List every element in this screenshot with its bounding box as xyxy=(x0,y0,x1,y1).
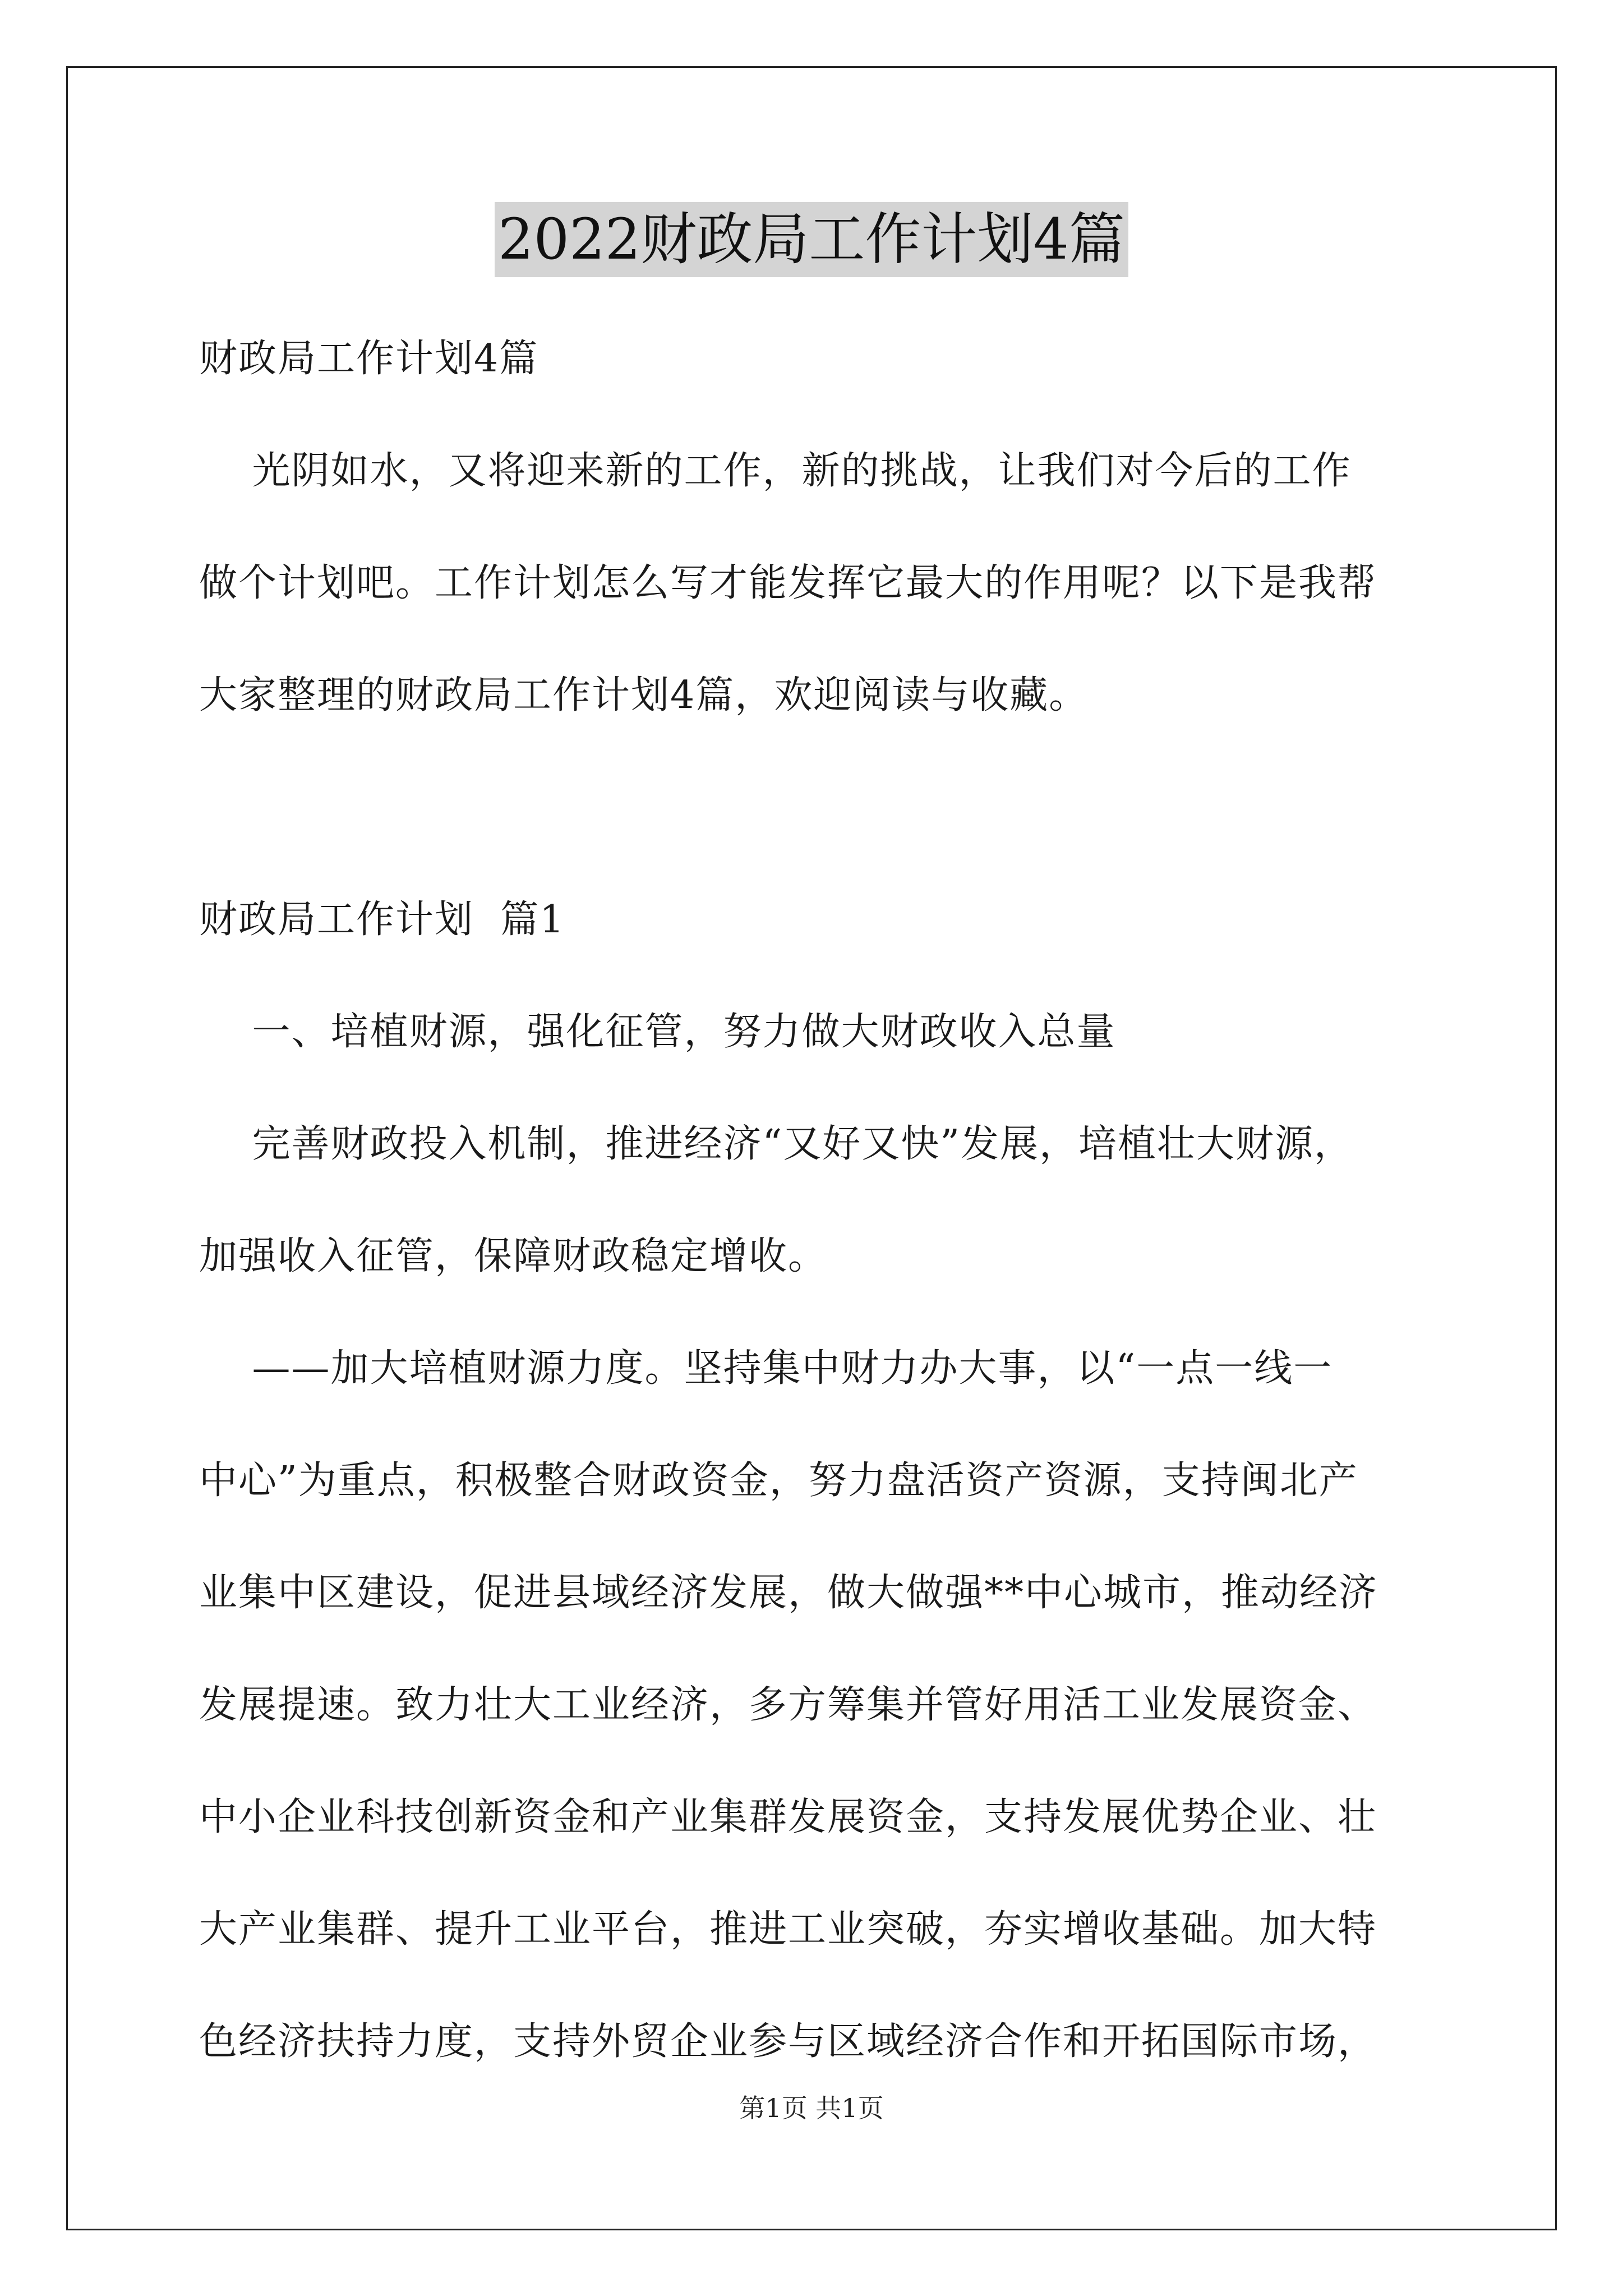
intro-line: 做个计划吧。工作计划怎么写才能发挥它最大的作用呢？以下是我帮 xyxy=(199,561,1377,605)
page-footer: 第1页 共1页 xyxy=(739,2093,884,2123)
body-line: 大产业集群、提升工业平台，推进工业突破，夯实增收基础。加大特 xyxy=(199,1907,1377,1952)
body-line: ——加大培植财源力度。坚持集中财力办大事，以“一点一线一 xyxy=(199,1346,1333,1391)
document-title: 2022财政局工作计划4篇 xyxy=(495,202,1128,277)
body-line: 发展提速。致力壮大工业经济，多方筹集并管好用活工业发展资金、 xyxy=(199,1683,1377,1727)
intro-line: 光阴如水，又将迎来新的工作，新的挑战，让我们对今后的工作 xyxy=(199,449,1352,493)
document-body xyxy=(199,303,1427,2098)
body-line: 业集中区建设，促进县域经济发展，做大做强**中心城市，推动经济 xyxy=(199,1571,1378,1615)
body-line: 加强收入征管，保障财政稳定增收。 xyxy=(199,1234,828,1278)
body-line: 完善财政投入机制，推进经济“又好又快”发展，培植壮大财源， xyxy=(199,1122,1353,1166)
body-line: 中小企业科技创新资金和产业集群发展资金，支持发展优势企业、壮 xyxy=(199,1795,1377,1839)
title-container xyxy=(0,202,1623,277)
section-heading: 财政局工作计划 篇1 xyxy=(199,898,565,942)
intro-line: 大家整理的财政局工作计划4篇，欢迎阅读与收藏。 xyxy=(199,673,1089,717)
paragraph-gap xyxy=(199,752,1427,864)
subtitle: 财政局工作计划4篇 xyxy=(199,337,539,381)
body-line: 中心”为重点，积极整合财政资金，努力盘活资产资源，支持闽北产 xyxy=(199,1458,1358,1503)
body-line: 色经济扶持力度，支持外贸企业参与区域经济合作和开拓国际市场， xyxy=(199,2019,1377,2064)
body-line: 一、培植财源，强化征管，努力做大财政收入总量 xyxy=(199,1010,1116,1054)
